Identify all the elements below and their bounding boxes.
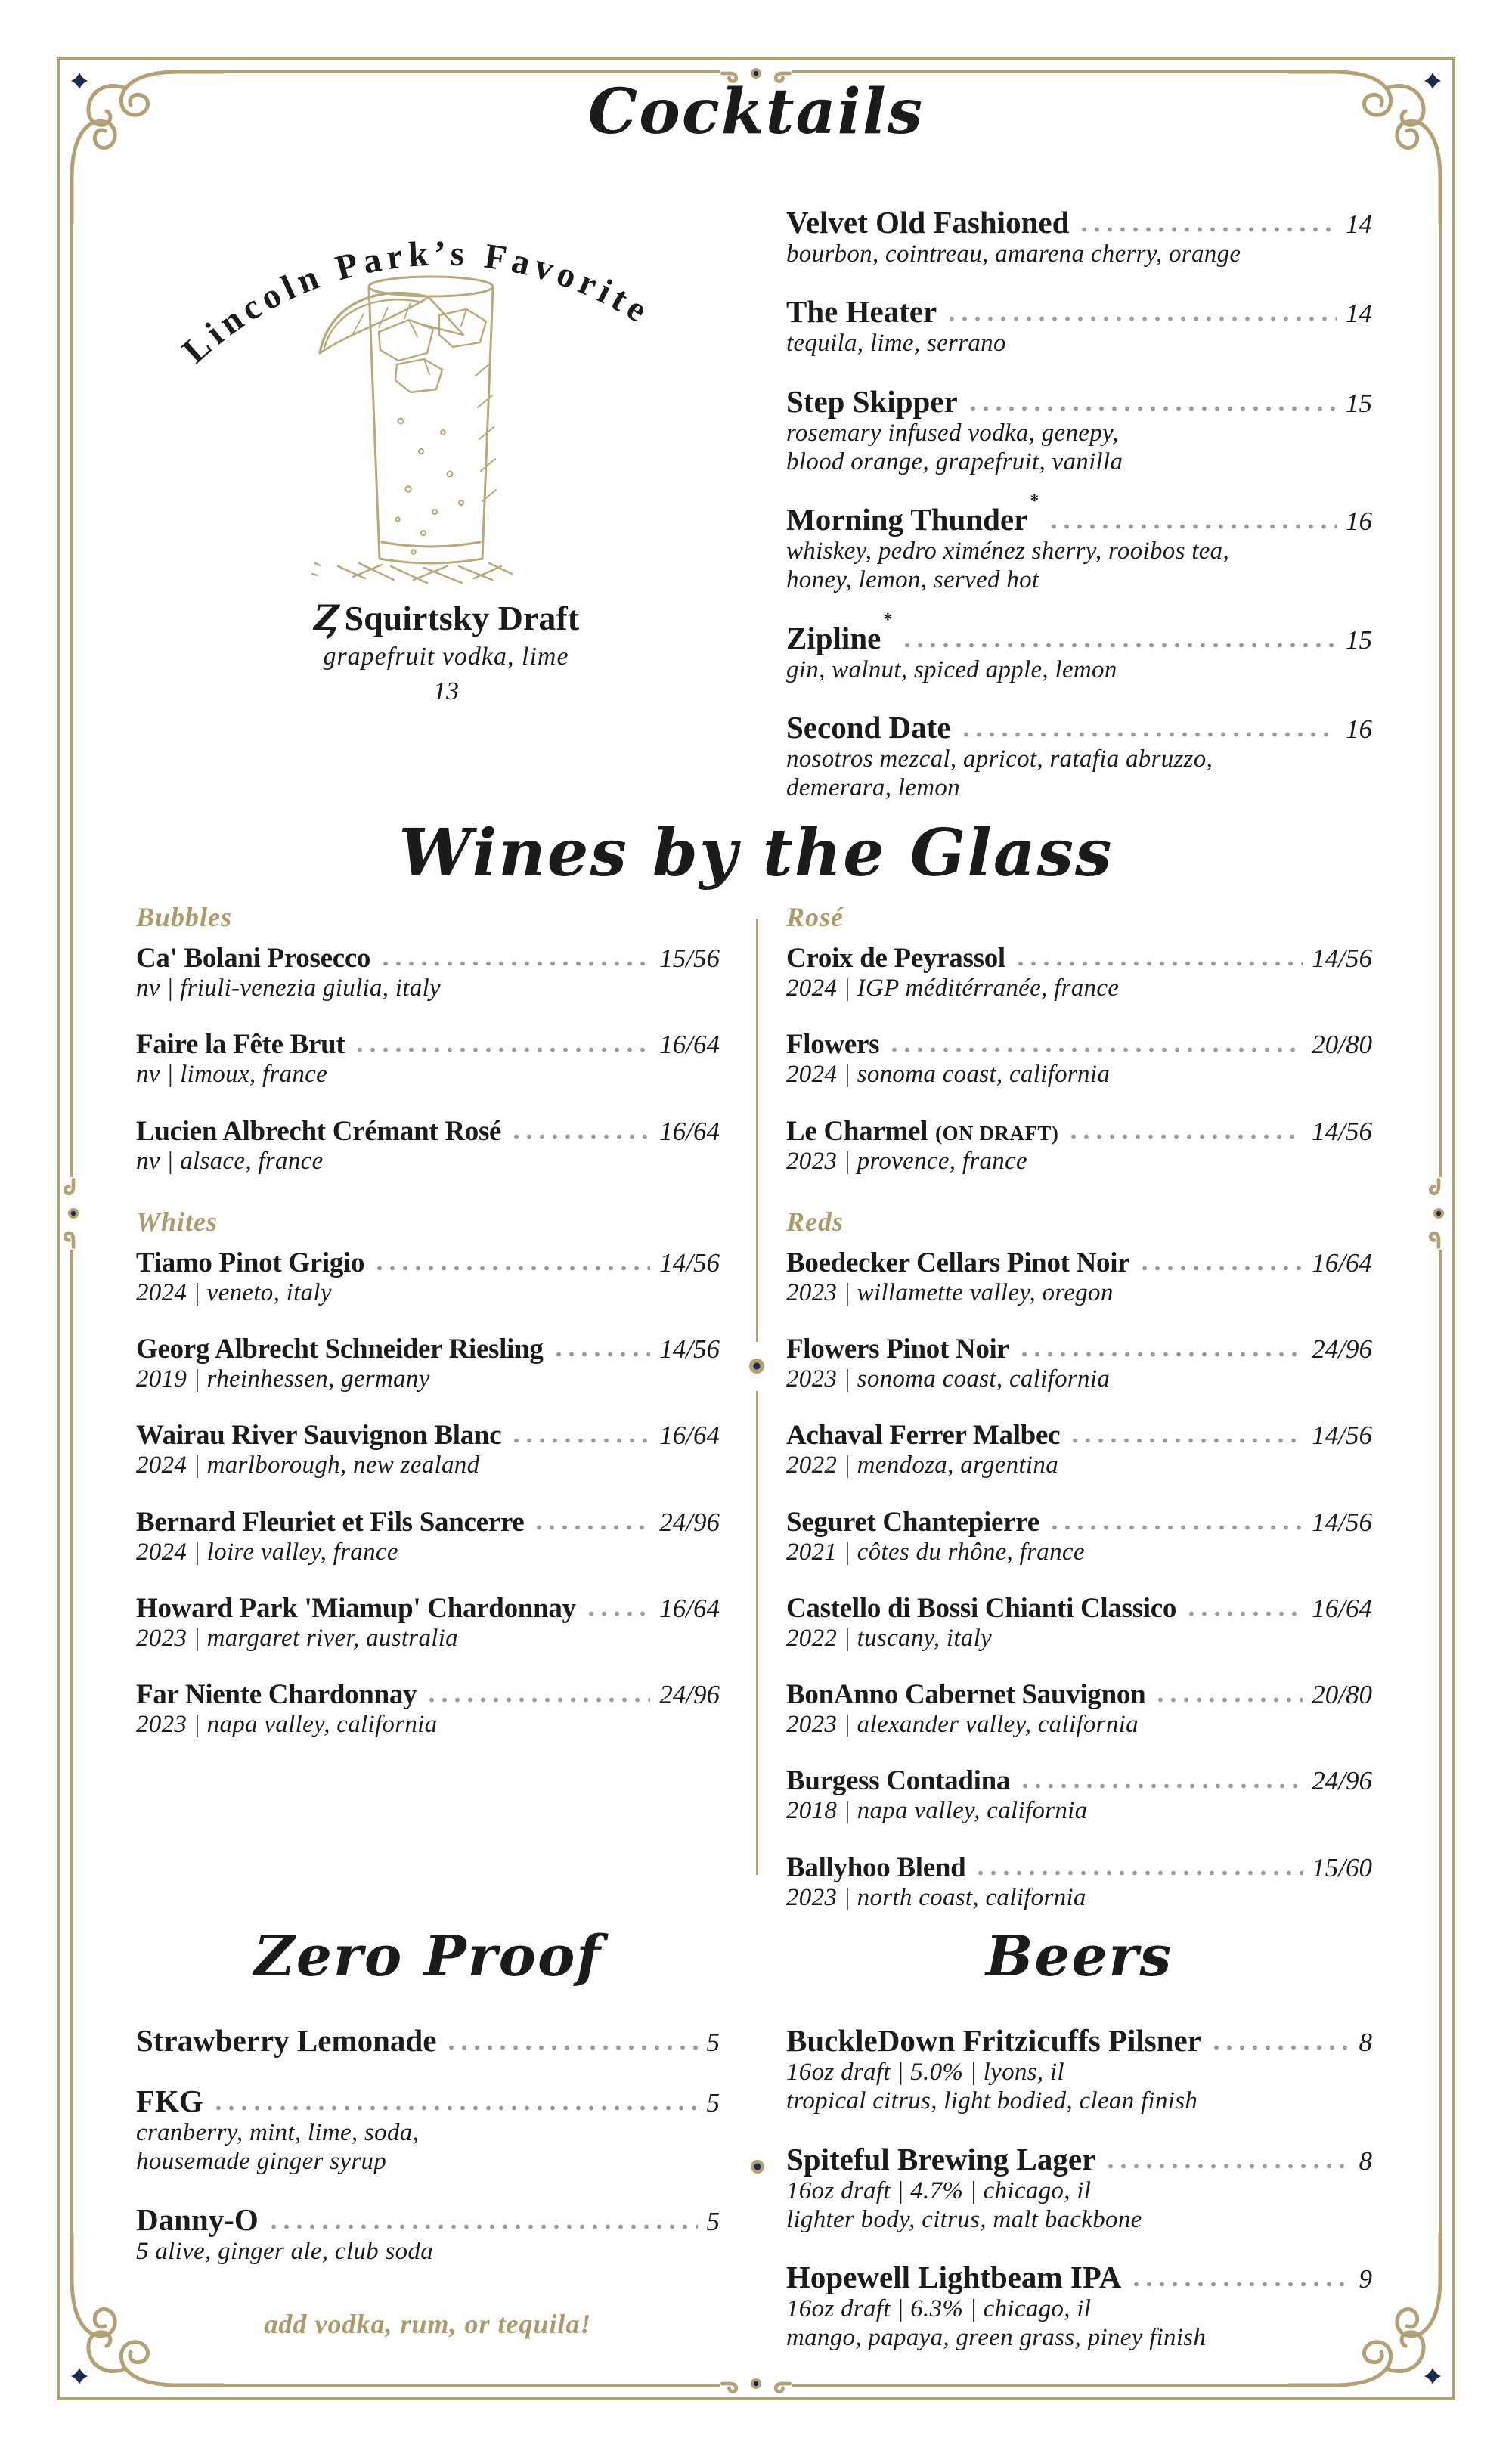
leader-dots bbox=[1157, 1696, 1303, 1703]
menu-item bbox=[136, 1507, 720, 1566]
cocktails-section-title: Cocktails bbox=[587, 76, 925, 148]
wine-section-whites bbox=[136, 1206, 720, 1740]
item-description: honey, lemon, served hot bbox=[786, 566, 1040, 594]
item-description: nv | alsace, france bbox=[136, 1147, 324, 1175]
item-description: tequila, lime, serrano bbox=[786, 330, 1006, 358]
item-price: 20/80 bbox=[1312, 1030, 1372, 1060]
menu-item bbox=[136, 1421, 720, 1479]
item-price: 24/96 bbox=[1312, 1334, 1372, 1365]
item-description: bourbon, cointreau, amarena cherry, orange bbox=[786, 240, 1241, 268]
featured-price: 13 bbox=[433, 677, 459, 705]
item-description: 2023 | willamette valley, oregon bbox=[786, 1278, 1114, 1306]
menu-item bbox=[136, 1334, 720, 1393]
item-name: Howard Park 'Miamup' Chardonnay bbox=[136, 1592, 576, 1624]
menu-item bbox=[136, 2201, 720, 2266]
item-name: Flowers bbox=[786, 1029, 880, 1061]
item-description: 2021 | côtes du rhône, france bbox=[786, 1538, 1085, 1566]
leader-dots bbox=[376, 1265, 650, 1272]
item-description: 2023 | margaret river, australia bbox=[136, 1624, 458, 1652]
menu-item bbox=[786, 609, 1372, 684]
leader-dots bbox=[357, 1046, 650, 1053]
leader-dots bbox=[1133, 2281, 1349, 2288]
leader-dots bbox=[1142, 1265, 1303, 1272]
leader-dots bbox=[383, 960, 650, 967]
beers-section-title: Beers bbox=[985, 1924, 1173, 1989]
item-name: Hopewell Lightbeam IPA bbox=[786, 2260, 1122, 2295]
item-name: Lucien Albrecht Crémant Rosé bbox=[136, 1115, 502, 1147]
wine-category-header: Rosé bbox=[786, 902, 844, 932]
leader-dots bbox=[1081, 226, 1337, 233]
item-description: 16oz draft | 4.7% | chicago, il bbox=[786, 2177, 1092, 2204]
item-description: 2022 | tuscany, italy bbox=[786, 1624, 993, 1652]
item-name: Wairau River Sauvignon Blanc bbox=[136, 1420, 502, 1452]
item-description: 16oz draft | 5.0% | lyons, il bbox=[786, 2059, 1064, 2086]
item-name: Burgess Contadina bbox=[786, 1765, 1011, 1797]
menu-item bbox=[786, 943, 1372, 1002]
leader-dots bbox=[271, 2223, 698, 2230]
zero-proof-section-title: Zero Proof bbox=[253, 1924, 603, 1989]
leader-dots bbox=[588, 1610, 651, 1617]
item-name: Zipline* bbox=[786, 609, 893, 655]
leader-dots bbox=[1021, 1351, 1303, 1358]
leader-dots bbox=[1018, 960, 1303, 967]
item-description: 2024 | loire valley, france bbox=[136, 1538, 398, 1566]
menu-item bbox=[786, 491, 1372, 595]
item-description: nosotros mezcal, apricot, ratafia abruzzo, bbox=[786, 745, 1213, 773]
border-break-left bbox=[63, 1177, 84, 1250]
item-name: Second Date bbox=[786, 709, 951, 745]
item-description: nv | limoux, france bbox=[136, 1061, 328, 1089]
leader-dots bbox=[1072, 1437, 1303, 1444]
border-break-bottom bbox=[720, 2373, 792, 2394]
menu-item bbox=[786, 1853, 1372, 1912]
menu-item bbox=[786, 296, 1372, 358]
leader-dots bbox=[448, 2044, 697, 2051]
item-name: The Heater bbox=[786, 294, 937, 330]
item-name: FKG bbox=[136, 2084, 203, 2118]
featured-name: Ȥ Squirtsky Draft bbox=[312, 597, 580, 638]
item-price: 16 bbox=[1346, 507, 1372, 537]
item-name: Achaval Ferrer Malbec bbox=[786, 1420, 1061, 1452]
item-name: Ballyhoo Blend bbox=[786, 1851, 966, 1883]
item-price: 16 bbox=[1346, 714, 1372, 744]
wine-column-divider-top bbox=[756, 919, 758, 1342]
item-name: Danny-O bbox=[136, 2201, 259, 2237]
item-price: 5 bbox=[706, 2088, 720, 2118]
item-description: 2023 | alexander valley, california bbox=[786, 1711, 1139, 1739]
menu-item bbox=[786, 383, 1372, 477]
item-price: 15/56 bbox=[659, 943, 720, 973]
item-price: 14/56 bbox=[1312, 1507, 1372, 1537]
item-description: 2023 | sonoma coast, california bbox=[786, 1365, 1111, 1393]
item-price: 16/64 bbox=[659, 1116, 720, 1146]
menu-item bbox=[786, 2025, 1372, 2116]
item-price: 24/96 bbox=[659, 1507, 720, 1537]
wine-section-bubbles bbox=[136, 901, 720, 1176]
item-price: 16/64 bbox=[659, 1593, 720, 1623]
zero-proof-list bbox=[136, 2025, 720, 2340]
item-description: lighter body, citrus, malt backbone bbox=[786, 2205, 1142, 2233]
item-price: 15 bbox=[1346, 624, 1372, 655]
item-description: 2022 | mendoza, argentina bbox=[786, 1452, 1058, 1479]
menu-item bbox=[786, 2261, 1372, 2353]
item-name: Step Skipper bbox=[786, 383, 958, 419]
item-description: 2023 | north coast, california bbox=[786, 1883, 1086, 1911]
item-price: 14/56 bbox=[1312, 1421, 1372, 1451]
item-price: 20/80 bbox=[1312, 1680, 1372, 1710]
leader-dots bbox=[1213, 2044, 1350, 2051]
leader-dots bbox=[904, 642, 1337, 649]
item-description: 5 alive, ginger ale, club soda bbox=[136, 2237, 434, 2265]
leader-dots bbox=[513, 1437, 650, 1444]
item-name: Spiteful Brewing Lager bbox=[786, 2141, 1096, 2177]
item-price: 15/60 bbox=[1312, 1852, 1372, 1882]
on-draft-label: (ON DRAFT) bbox=[935, 1121, 1059, 1145]
item-name: Tiamo Pinot Grigio bbox=[136, 1247, 365, 1278]
item-name: Morning Thunder* bbox=[786, 491, 1040, 538]
item-price: 15 bbox=[1346, 388, 1372, 418]
wine-column-divider-bottom bbox=[756, 1391, 758, 1875]
menu-item bbox=[136, 1030, 720, 1089]
item-description: 2024 | veneto, italy bbox=[136, 1278, 332, 1306]
item-name: Flowers Pinot Noir bbox=[786, 1334, 1009, 1365]
menu-item bbox=[786, 1421, 1372, 1479]
item-price: 8 bbox=[1359, 2146, 1372, 2176]
wine-category-header: Bubbles bbox=[136, 902, 233, 932]
leader-dots bbox=[1070, 1133, 1303, 1140]
item-description: housemade ginger syrup bbox=[136, 2148, 387, 2176]
item-description: 2023 | napa valley, california bbox=[136, 1711, 438, 1739]
item-description: 2023 | provence, france bbox=[786, 1147, 1027, 1175]
item-description: rosemary infused vodka, genepy, bbox=[786, 419, 1119, 447]
wines-left-column bbox=[136, 901, 720, 1766]
item-name: Le Charmel (ON DRAFT) bbox=[786, 1115, 1059, 1147]
item-description: blood orange, grapefruit, vanilla bbox=[786, 448, 1123, 476]
wines-right-column bbox=[786, 901, 1372, 1939]
item-name: BuckleDown Fritzicuffs Pilsner bbox=[786, 2023, 1201, 2058]
item-name: Castello di Bossi Chianti Classico bbox=[786, 1592, 1177, 1624]
beers-list bbox=[786, 2025, 1372, 2380]
border-break-right bbox=[1428, 1177, 1449, 1250]
item-description: 2024 | IGP méditérranée, france bbox=[786, 974, 1120, 1002]
item-description: cranberry, mint, lime, soda, bbox=[136, 2119, 420, 2146]
item-description: 2024 | marlborough, new zealand bbox=[136, 1452, 480, 1479]
highball-glass-illustration bbox=[306, 262, 541, 587]
wines-section-title: Wines by the Glass bbox=[398, 815, 1114, 891]
item-price: 16/64 bbox=[1312, 1247, 1372, 1278]
item-name: Strawberry Lemonade bbox=[136, 2023, 437, 2058]
menu-item bbox=[136, 1117, 720, 1176]
item-price: 14/56 bbox=[659, 1334, 720, 1365]
item-description: whiskey, pedro ximénez sherry, rooibos tea, bbox=[786, 538, 1230, 565]
item-description: mango, papaya, green grass, piney finish bbox=[786, 2324, 1207, 2352]
divider-dot-bottom-section bbox=[751, 2160, 764, 2174]
menu-item bbox=[786, 1507, 1372, 1566]
item-description: 2024 | sonoma coast, california bbox=[786, 1061, 1111, 1089]
menu-item bbox=[786, 1766, 1372, 1825]
menu-item bbox=[136, 943, 720, 1002]
item-price: 16/64 bbox=[1312, 1593, 1372, 1623]
menu-item bbox=[786, 1248, 1372, 1307]
menu-item bbox=[786, 1334, 1372, 1393]
menu-item bbox=[786, 2143, 1372, 2235]
menu-item bbox=[786, 1680, 1372, 1739]
item-description: demerara, lemon bbox=[786, 774, 960, 802]
leader-dots bbox=[536, 1524, 650, 1531]
item-price: 14 bbox=[1346, 209, 1372, 239]
menu-item bbox=[786, 1030, 1372, 1089]
menu-item bbox=[786, 1117, 1372, 1176]
menu-item bbox=[786, 711, 1372, 803]
asterisk-mark: * bbox=[883, 609, 893, 630]
item-description: tropical citrus, light bodied, clean finish bbox=[786, 2087, 1198, 2115]
item-description: 16oz draft | 6.3% | chicago, il bbox=[786, 2295, 1092, 2323]
item-price: 9 bbox=[1359, 2264, 1372, 2294]
item-description: gin, walnut, spiced apple, lemon bbox=[786, 655, 1117, 683]
item-price: 14/56 bbox=[1312, 1116, 1372, 1146]
item-price: 8 bbox=[1359, 2028, 1372, 2057]
menu-item bbox=[136, 1680, 720, 1739]
leader-dots bbox=[429, 1696, 650, 1703]
item-name: Croix de Peyrassol bbox=[786, 943, 1005, 974]
leader-dots bbox=[963, 731, 1337, 738]
leader-dots bbox=[1108, 2163, 1349, 2170]
item-name: Far Niente Chardonnay bbox=[136, 1679, 417, 1711]
menu-item bbox=[786, 206, 1372, 268]
item-name: Georg Albrecht Schneider Riesling bbox=[136, 1334, 544, 1365]
item-description: 2019 | rheinhessen, germany bbox=[136, 1365, 430, 1393]
item-price: 14/56 bbox=[1312, 943, 1372, 973]
script-glyph-icon: Ȥ bbox=[312, 597, 339, 638]
item-name: Seguret Chantepierre bbox=[786, 1506, 1040, 1538]
item-price: 5 bbox=[706, 2206, 720, 2236]
item-price: 14/56 bbox=[659, 1247, 720, 1278]
asterisk-mark: * bbox=[1030, 491, 1040, 512]
wine-section-rose bbox=[786, 901, 1372, 1176]
leader-dots bbox=[1022, 1783, 1303, 1789]
divider-dot-wines bbox=[749, 1359, 764, 1374]
cocktails-list bbox=[786, 206, 1372, 829]
menu-item bbox=[136, 1248, 720, 1307]
item-price: 16/64 bbox=[659, 1421, 720, 1451]
item-price: 24/96 bbox=[1312, 1766, 1372, 1796]
featured-description: grapefruit vodka, lime bbox=[323, 643, 569, 671]
menu-item bbox=[786, 1594, 1372, 1653]
leader-dots bbox=[949, 315, 1337, 322]
item-name: Velvet Old Fashioned bbox=[786, 205, 1070, 240]
leader-dots bbox=[1051, 523, 1337, 530]
wine-category-header: Whites bbox=[136, 1206, 218, 1237]
item-name: Boedecker Cellars Pinot Noir bbox=[786, 1247, 1130, 1278]
leader-dots bbox=[891, 1046, 1303, 1053]
leader-dots bbox=[1052, 1524, 1303, 1531]
featured-cocktail bbox=[174, 206, 718, 720]
leader-dots bbox=[978, 1870, 1303, 1876]
menu-item bbox=[136, 1594, 720, 1653]
item-description: 2018 | napa valley, california bbox=[786, 1797, 1088, 1825]
leader-dots bbox=[556, 1351, 651, 1358]
wine-category-header: Reds bbox=[786, 1206, 844, 1237]
item-name: Ca' Bolani Prosecco bbox=[136, 943, 371, 974]
item-price: 16/64 bbox=[659, 1030, 720, 1060]
item-name: Faire la Fête Brut bbox=[136, 1029, 345, 1061]
wine-section-reds bbox=[786, 1206, 1372, 1912]
item-name: BonAnno Cabernet Sauvignon bbox=[786, 1679, 1146, 1711]
leader-dots bbox=[1188, 1610, 1303, 1617]
add-spirit-note: add vodka, rum, or tequila! bbox=[264, 2308, 592, 2339]
item-price: 14 bbox=[1346, 299, 1372, 329]
menu-item bbox=[136, 2085, 720, 2177]
leader-dots bbox=[970, 405, 1337, 412]
leader-dots bbox=[513, 1133, 650, 1140]
item-price: 24/96 bbox=[659, 1680, 720, 1710]
leader-dots bbox=[215, 2105, 698, 2112]
menu-item bbox=[136, 2025, 720, 2058]
item-price: 5 bbox=[706, 2028, 720, 2057]
item-name: Bernard Fleuriet et Fils Sancerre bbox=[136, 1506, 525, 1538]
svg-text:Lincoln Park’s Favorite: Lincoln Park’s Favorite bbox=[175, 234, 658, 371]
item-description: nv | friuli-venezia giulia, italy bbox=[136, 974, 441, 1002]
